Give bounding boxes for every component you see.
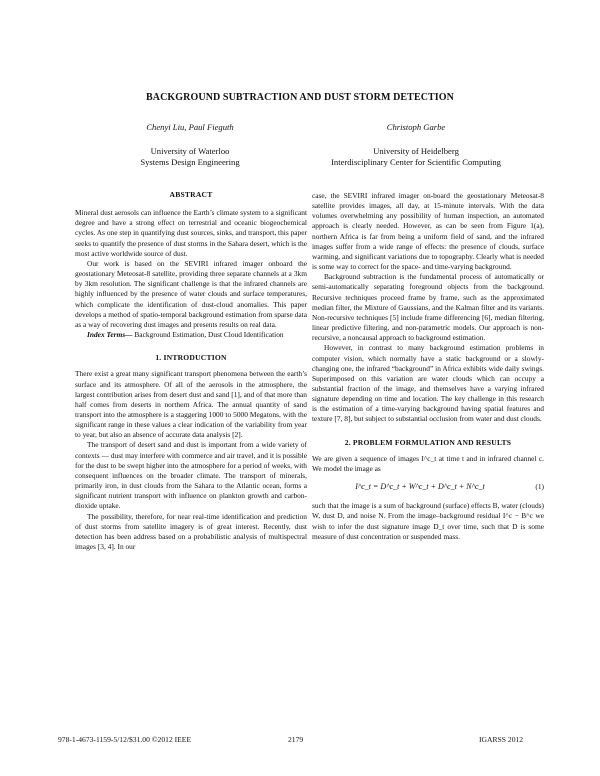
equation-body: I^c_t = D^c_t + W^c_t + D^c_t + N^c_t [355,482,485,492]
body-paragraph: We are given a sequence of images I^c_t at time t and in infrared channel c. We model the image as [312,453,544,473]
body-paragraph: However, in contrast to many background estimation problems in computer vision, which normally have a static background or a slowly-changing one, the infrared “background” in Africa exhibits wide daily swings. Superimposed on this variation are water clouds which can occupy a substantial fraction of the image, and themselves have a varying infrared signature depending on time and location. The key challenge in this research is the estimation of a time-varying background having spatial features and texture [7, 8], but subject to substantial occlusion from water and dust clouds. [312,343,544,424]
index-terms [75,330,307,340]
author-department: Systems Design Engineering [140,157,240,167]
footer-copyright: 978-1-4673-1159-5/12/$31.00 ©2012 IEEE [58,735,192,744]
author-department: Interdisciplinary Center for Scientific Computing [331,157,501,167]
problem-formulation-heading: 2. PROBLEM FORMULATION AND RESULTS [344,437,512,447]
right-column [312,191,544,542]
author-block-heidelberg [300,122,532,168]
body-paragraph: The possibility, therefore, for near real-time identification and prediction of dust storms from satellite imagery is of great interest. Recently, dust detection has been address based on a probabilistic analysis of multispectral images [3, 4]. In our [75,511,307,551]
index-terms-text: Background Estimation, Dust Cloud Identification [132,330,284,340]
body-paragraph: The transport of desert sand and dust is important from a wide variety of contexts — dust may interfere with commerce and air travel, and it is possible for the dust to be swept higher into the atmosphere for a period of weeks, with consequent influences on the broader climate. The transport of minerals, primarily iron, in dust clouds from the Sahara to the Atlantic ocean, forms a significant nutrient transport with influence on plankton growth and carbon-dioxide uptake. [75,440,307,511]
abstract-paragraph: Our work is based on the SEVIRI infrared imager onboard the geostationary Meteosat-8 satellite, providing three separate channels at a 3km by 3km resolution. The significant challenge is that the infrared channels are highly influenced by the presence of water clouds and surface temperatures, which complicate the identification of dust-cloud anomalies. This paper develops a method of spatio-temporal background estimation from sparse data as a way of recovering dust images and presents results on real data. [75,258,307,329]
introduction-heading: 1. INTRODUCTION [155,353,227,363]
body-paragraph: There exist a great many significant transport phenomena between the earth’s surface and its atmosphere. Of all of the aerosols in the atmosphere, the largest contribution arises from desert dust and sand [1], and of that more than half comes from deserts in northern Africa. The annual quantity of sand transport into the atmosphere is a staggering 1000 to 5000 Megatons, with the significant range in these values a clear indication of the variability from year to year, but also an absence of accurate data analysis [2]. [75,369,307,440]
abstract-paragraph: Mineral dust aerosols can influence the Earth’s climate system to a significant degree and have a strong effect on terrestrial and oceanic biogeochemical cycles. As one step in quantifying dust sources, sinks, and transport, this paper seeks to quantify the presence of dust storms in the Sahara desert, which is the most active worldwide source of dust. [75,208,307,258]
author-affiliation: University of Heidelberg [373,146,459,156]
left-column [75,190,307,552]
author-affiliation: University of Waterloo [150,146,230,156]
paper-title: BACKGROUND SUBTRACTION AND DUST STORM DETECTION [146,92,454,103]
body-paragraph: case, the SEVIRI infrared imager on-board the geostationary Meteosat-8 satellite provides images, all day, at 15-minute intervals. With the data volumes overwhelming any possibility of human inspection, an automated approach is clearly needed. However, as can be seen from Figure 1(a), northern Africa is far from being a uniform field of sand, and the infrared images suffer from a wide range of effects: the presence of clouds, surface warming, and significant variations due to topography. Clearly what is needed is some way to correct for the space- and time-varying background. [312,191,544,272]
body-paragraph: Background subtraction is the fundamental process of automatically or semi-automatically separating foreground objects from the background. Recursive techniques proceed frame by frame, such as the approximated median filter, the Mixture of Gaussians, and the Kalman filter and its variants. Non-recursive techniques [5] include frame differencing [6], median filtering, linear predictive filtering, and non-parametric models. Our approach is non-recursive, a noncausal approach to background estimation. [312,272,544,343]
author-names: Chenyi Liu, Paul Fieguth [146,122,234,132]
footer-page-number: 2179 [288,735,304,744]
author-block-waterloo [100,122,280,168]
index-terms-label: Index Terms— [87,330,133,340]
body-paragraph: such that the image is a sum of background (surface) effects B, water (clouds) W, dust D, and noise N. From the image–background residual I^c − B^c we wish to infer the dust signature image D_t over time, such that D is some measure of dust concentration or suspended mass. [312,501,544,541]
footer-conference: IGARSS 2012 [479,735,524,744]
equation-number: (1) [535,482,544,492]
equation-1 [312,482,544,492]
author-names: Christoph Garbe [386,122,446,132]
abstract-heading: ABSTRACT [169,190,213,199]
